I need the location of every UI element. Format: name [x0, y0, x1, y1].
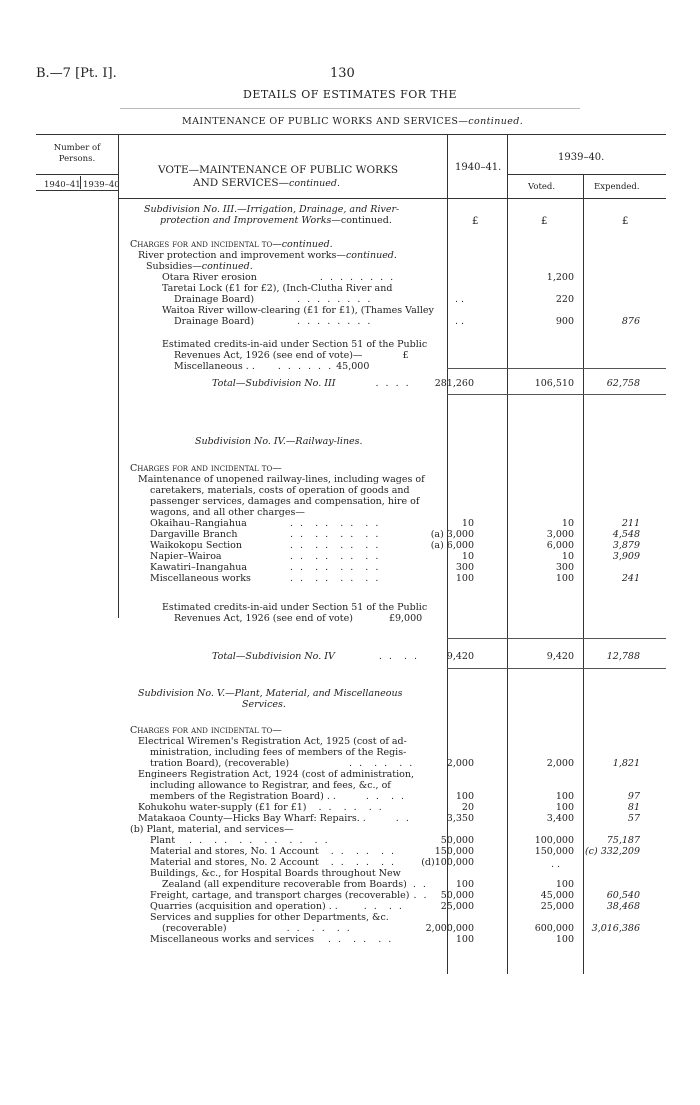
col-1940-41-label: 1940–41: [44, 180, 81, 190]
col-divider-voted: [507, 134, 508, 974]
sub3-total-1940: 281,260: [434, 378, 474, 389]
koh-expended: 81: [627, 802, 640, 813]
frt-1940: 50,000: [440, 890, 474, 901]
okaihau-voted: 10: [561, 518, 574, 529]
list-item: Kawatiri–Inangahua: [150, 562, 248, 573]
napier-1940: 10: [461, 551, 474, 562]
ms1-expended: (c) 332,209: [584, 846, 640, 857]
pound-expended: £: [622, 216, 629, 227]
waikokopu-expended: 3,879: [612, 540, 640, 551]
svc-1940: 2,000,000: [425, 923, 474, 934]
waitoa-1940: . .: [454, 316, 464, 327]
ms2-1940: (d)100,000: [421, 857, 474, 868]
misc-svc-1940: 100: [455, 934, 474, 945]
sub3-credits: Estimated credits-in-aid under Section 51 of the Public Revenues Act, 1926 (see end of vote)— £ Miscellaneous . . . . . . . . 45,000: [162, 339, 428, 372]
persons-header: Number of Persons.: [53, 143, 101, 164]
page-title: DETAILS OF ESTIMATES FOR THE: [243, 88, 457, 101]
col-divider-expended: [583, 174, 584, 974]
ewr-voted: 2,000: [546, 758, 574, 769]
era-1940: 100: [455, 791, 474, 802]
sub3-body: Charges for and incidental to—continued. River protection and improvement works—continued. Subsidies—continued. Otara River erosion . . . . . . . . Taretai Lock (£1 for £2), (Inch-Clutha River and Drainage Board) . . . . . . . . Waitoa River willow-clearing (£1 for £1), (Thames Valley Drainage Board) . . . . . . . .: [130, 239, 434, 327]
sub4-body: Charges for and incidental to— Maintenance of unopened railway-lines, including wages of caretakers, materials, costs of operation of goods and passenger services, damages and compensation, hire of wagons, and all other charges— Okaihau–Rangiahua Dargaville Branch Waikokopu Section Napier–Wairoa Kawatiri–Inangahua Miscellaneous works: [130, 463, 455, 584]
sub4-total-1940: 9,420: [446, 651, 474, 662]
waikokopu-1940: (a) 6,000: [430, 540, 474, 551]
sub3-total-expended: 62,758: [606, 378, 640, 389]
list-item: Okaihau–Rangiahua: [150, 518, 247, 529]
voted-header: Voted.: [528, 182, 556, 192]
list-item: Dargaville Branch: [150, 529, 238, 540]
napier-expended: 3,909: [612, 551, 640, 562]
expended-header: Expended.: [594, 182, 640, 192]
bld-voted: 100: [555, 879, 574, 890]
sub4-total-expended: 12,788: [606, 651, 640, 662]
sub3-heading: Subdivision No. III.—Irrigation, Drainage, and River- protection and Improvement Works—continued.: [144, 204, 400, 226]
sub4-total-voted: 9,420: [546, 651, 574, 662]
taretai-voted: 220: [555, 294, 574, 305]
plant-voted: 100,000: [534, 835, 574, 846]
col-1939-40-label: 1939–40: [83, 180, 120, 190]
plant-expended: 75,187: [606, 835, 640, 846]
misc-works-1940: 100: [455, 573, 474, 584]
list-item: Napier–Wairoa: [150, 551, 222, 562]
mat-expended: 57: [627, 813, 640, 824]
col-divider-persons-right: [118, 134, 119, 618]
sub4-credits: Estimated credits-in-aid under Section 51 of the Public Revenues Act, 1926 (see end of vote) £9,000: [162, 602, 428, 624]
dargaville-voted: 3,000: [546, 529, 574, 540]
table-top-rule: [36, 134, 666, 135]
ms2-voted: . .: [550, 859, 560, 870]
misc-works-expended: 241: [621, 573, 640, 584]
otara-voted: 1,200: [546, 272, 574, 283]
era-voted: 100: [555, 791, 574, 802]
page-number: 130: [330, 66, 355, 81]
svc-expended: 3,016,386: [591, 923, 640, 934]
page-ref: B.—7 [Pt. I].: [36, 66, 117, 81]
qua-1940: 25,000: [440, 901, 474, 912]
waikokopu-voted: 6,000: [546, 540, 574, 551]
year-1940-header: 1940–41.: [455, 162, 502, 173]
frt-voted: 45,000: [540, 890, 574, 901]
kawatiri-voted: 300: [555, 562, 574, 573]
kawatiri-1940: 300: [455, 562, 474, 573]
sub4-heading: Subdivision No. IV.—Railway-lines.: [195, 436, 363, 447]
dargaville-1940: (a) 3,000: [430, 529, 474, 540]
vote-title-2: AND SERVICES—continued.: [193, 177, 341, 189]
dargaville-expended: 4,548: [612, 529, 640, 540]
misc-works-voted: 100: [555, 573, 574, 584]
qua-expended: 38,468: [606, 901, 640, 912]
list-item: Waikokopu Section: [150, 540, 242, 551]
era-expended: 97: [627, 791, 640, 802]
qua-voted: 25,000: [540, 901, 574, 912]
pound-voted: £: [541, 216, 548, 227]
napier-voted: 10: [561, 551, 574, 562]
ms1-1940: 150,000: [434, 846, 474, 857]
koh-voted: 100: [555, 802, 574, 813]
bld-1940: 100: [455, 879, 474, 890]
year-1939-header: 1939–40.: [558, 152, 605, 163]
vote-title: VOTE—MAINTENANCE OF PUBLIC WORKS: [158, 164, 399, 176]
ewr-expended: 1,821: [612, 758, 640, 769]
ewr-1940: 2,000: [446, 758, 474, 769]
taretai-1940: . .: [454, 294, 464, 305]
sub4-total-label: Total—Subdivision No. IV . . . .: [212, 651, 420, 662]
okaihau-1940: 10: [461, 518, 474, 529]
misc-svc-voted: 100: [555, 934, 574, 945]
koh-1940: 20: [461, 802, 474, 813]
waitoa-voted: 900: [555, 316, 574, 327]
sub3-total-label: Total—Subdivision No. III . . . .: [212, 378, 411, 389]
waitoa-expended: 876: [621, 316, 640, 327]
page-subtitle: MAINTENANCE OF PUBLIC WORKS AND SERVICES—continued.: [182, 116, 524, 127]
svc-voted: 600,000: [534, 923, 574, 934]
okaihau-expended: 211: [621, 518, 640, 529]
sub5-heading: Subdivision No. V.—Plant, Material, and Miscellaneous Services.: [138, 688, 403, 710]
sub3-total-voted: 106,510: [534, 378, 574, 389]
ms1-voted: 150,000: [534, 846, 574, 857]
list-item: Miscellaneous works: [150, 573, 251, 584]
plant-1940: 50,000: [440, 835, 474, 846]
frt-expended: 60,540: [606, 890, 640, 901]
mat-1940: 3,350: [446, 813, 474, 824]
pound-1940: £: [472, 216, 479, 227]
mat-voted: 3,400: [546, 813, 574, 824]
sub5-body: Charges for and incidental to— Electrical Wiremen's Registration Act, 1925 (cost of ad- ministration, including fees of members of the Regis- tration Board), (recoverable) . . . . . . Engineers Registration Act, 1924 (cost of administration, including allowance to Registrar, and fees, &c., of members of the Registration Board) . . . . . . Kohukohu water-supply (£1 for £1) . . . . . . Matakaoa County—Hicks Bay Wharf: Repairs. . . . (b) Plant, material, and services— Plant . . . . . . . . . . . . Material and stores, No. 1 Account . . . . . . Material and stores, No. 2 Account . . . . . . Buildings, &c., for Hospital Boards throughout New Zealand (all expenditure recoverable from Boards) . . Freight, cartage, and transport charges (recoverable) . . Quarries (acquisition and operation) . . . . . . Services and supplies for other Departments, &c. (recoverable) . . . . . . Miscellaneous works and services . . . . . .: [130, 725, 429, 945]
